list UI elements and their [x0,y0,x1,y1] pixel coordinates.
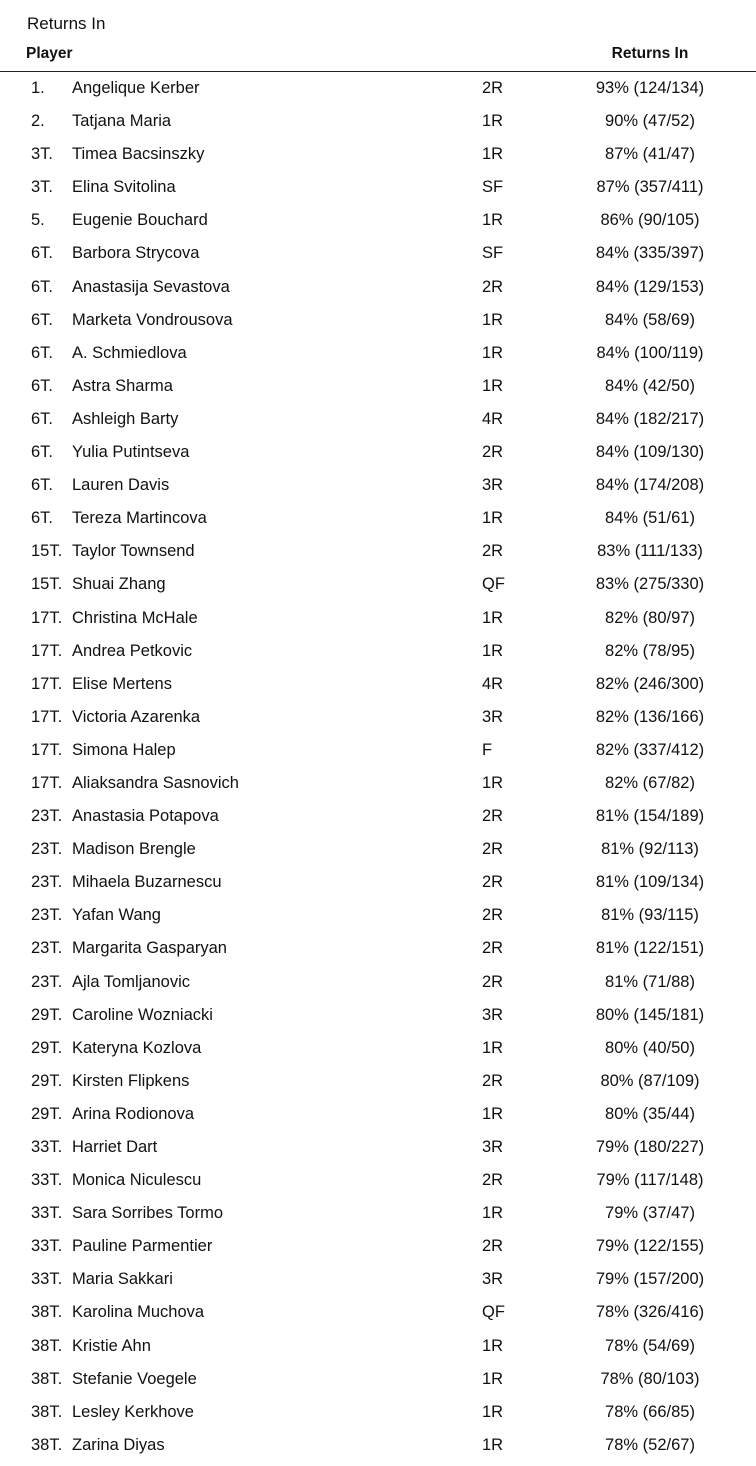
returns-in-cell: 81% (93/115) [601,906,699,925]
player-name-cell: Arina Rodionova [72,1104,194,1123]
rank-cell: 33T. [31,1138,63,1156]
table-row [0,204,756,237]
returns-in-cell: 84% (100/119) [596,343,704,362]
returns-in-cell: 86% (90/105) [600,211,700,230]
table-row [0,138,756,171]
table-row [0,1065,756,1098]
returns-in-cell: 82% (246/300) [595,674,705,693]
returns-in-cell: 78% (52/67) [605,1435,695,1454]
returns-in-cell: 78% (326/416) [595,1303,705,1322]
round-cell: 3R [482,476,504,495]
table-row [0,734,756,767]
rank-cell: 33T. [31,1171,63,1190]
table-header [0,43,756,72]
player-name-cell: Barbora Strycova [72,244,200,263]
returns-in-cell: 84% (335/397) [595,244,705,263]
rank-cell: 15T. [31,575,63,594]
rank-cell: 6T. [31,244,54,263]
returns-in-cell: 79% (122/155) [595,1237,705,1256]
player-name-cell: Kirsten Flipkens [72,1071,190,1090]
player-name-cell: Victoria Azarenka [72,707,201,726]
returns-in-cell: 87% (357/411) [596,178,704,197]
player-name-cell: Kateryna Kozlova [72,1038,202,1057]
rank-cell: 3T. [31,145,54,164]
round-cell: 2R [482,443,504,462]
round-cell: 2R [482,542,504,561]
player-name-cell: Astra Sharma [72,376,173,395]
rank-cell: 23T. [31,873,63,892]
returns-in-cell: 78% (54/69) [605,1336,695,1355]
player-name-cell: Mihaela Buzarnescu [72,873,222,892]
returns-in-cell: 82% (78/95) [605,641,695,660]
returns-in-cell: 78% (66/85) [605,1402,695,1421]
round-cell: QF [482,575,505,594]
player-name-cell: Karolina Muchova [72,1303,205,1322]
rank-cell: 23T. [31,840,63,859]
player-name-cell: Lesley Kerkhove [72,1402,194,1421]
player-name-cell: Yulia Putintseva [72,443,190,462]
player-name-cell: Andrea Petkovic [72,641,193,660]
returns-in-cell: 93% (124/134) [595,79,705,97]
player-name-cell: Anastasija Sevastova [72,277,230,296]
table-row [0,932,756,965]
returns-in-cell: 81% (154/189) [595,807,705,826]
player-name-cell: Lauren Davis [72,476,170,495]
table-row [0,469,756,502]
rank-cell: 6T. [31,409,54,428]
round-cell: 3R [482,1138,504,1156]
page-title: Returns In [27,14,106,33]
round-cell: 1R [482,343,504,362]
player-name-cell: Stefanie Voegele [72,1369,197,1388]
round-cell: 1R [482,310,504,329]
returns-in-cell: 84% (109/130) [595,443,705,462]
returns-in-cell: 79% (37/47) [605,1204,695,1223]
round-cell: 3R [482,707,504,726]
player-name-cell: Yafan Wang [72,906,161,925]
rank-cell: 6T. [31,277,54,296]
rank-cell: 38T. [31,1435,63,1454]
rank-cell: 38T. [31,1303,63,1322]
round-cell: 1R [482,145,504,164]
player-name-cell: Pauline Parmentier [72,1237,213,1256]
player-name-cell: Ajla Tomljanovic [72,972,190,991]
player-name-cell: Ashleigh Barty [72,409,179,428]
rank-cell: 33T. [31,1270,63,1289]
player-name-cell: Zarina Diyas [72,1435,165,1454]
rank-cell: 33T. [31,1237,63,1256]
table-row [0,1263,756,1296]
rank-cell: 2. [31,112,45,131]
player-name-cell: Monica Niculescu [72,1171,202,1190]
table-row [0,1330,756,1363]
returns-in-cell: 78% (80/103) [600,1369,700,1388]
returns-in-cell: 87% (41/47) [605,145,695,164]
round-cell: 1R [482,608,504,627]
rank-cell: 38T. [31,1369,63,1388]
round-cell: 3R [482,1270,504,1289]
table-row [0,767,756,800]
table-row [0,171,756,204]
rank-cell: 5. [31,211,45,230]
player-name-cell: Harriet Dart [72,1138,158,1156]
returns-in-cell: 79% (180/227) [595,1138,705,1156]
rank-cell: 6T. [31,509,54,528]
rank-cell: 6T. [31,310,54,329]
player-name-cell: Taylor Townsend [72,542,195,561]
rank-cell: 38T. [31,1336,63,1355]
table-row [0,701,756,734]
player-name-cell: Elise Mertens [72,674,172,693]
returns-in-cell: 82% (136/166) [595,707,705,726]
round-cell: 2R [482,939,504,958]
table-row [0,403,756,436]
returns-in-cell: 84% (51/61) [605,509,695,528]
player-name-cell: Kristie Ahn [72,1336,151,1355]
rank-cell: 17T. [31,707,63,726]
player-name-cell: Aliaksandra Sasnovich [72,773,239,792]
rank-cell: 23T. [31,939,63,958]
table-row [0,602,756,635]
returns-in-cell: 80% (35/44) [605,1104,695,1123]
table-row [0,1098,756,1131]
table-row [0,1363,756,1396]
table-row [0,1296,756,1329]
returns-in-cell: 81% (122/151) [595,939,705,958]
returns-in-cell: 79% (117/148) [596,1171,704,1190]
player-name-cell: Christina McHale [72,608,198,627]
table-body [0,72,756,1462]
table-row [0,304,756,337]
returns-in-cell: 80% (40/50) [605,1038,695,1057]
round-cell: 1R [482,1038,504,1057]
returns-in-cell: 80% (87/109) [600,1071,700,1090]
table-row [0,337,756,370]
table-row [0,1164,756,1197]
round-cell: 1R [482,509,504,528]
rank-cell: 6T. [31,343,54,362]
round-cell: 1R [482,211,504,230]
rank-cell: 29T. [31,1038,63,1057]
player-name-cell: Anastasia Potapova [72,807,219,826]
player-name-cell: Eugenie Bouchard [72,211,208,230]
table-row [0,1032,756,1065]
round-cell: 1R [482,1204,504,1223]
table-row [0,568,756,601]
player-name-cell: Angelique Kerber [72,79,200,97]
round-cell: 1R [482,1435,504,1454]
round-cell: QF [482,1303,505,1322]
table-row [0,966,756,999]
rank-cell: 6T. [31,443,54,462]
returns-in-cell: 80% (145/181) [595,1005,705,1024]
returns-in-cell: 84% (182/217) [595,409,705,428]
column-header-player: Player [26,45,73,62]
column-header-returns-in: Returns In [611,45,689,62]
round-cell: 1R [482,641,504,660]
returns-in-cell: 79% (157/200) [595,1270,705,1289]
rank-cell: 1. [31,79,45,97]
rank-cell: 29T. [31,1104,63,1123]
round-cell: 2R [482,807,504,826]
returns-in-cell: 82% (80/97) [605,608,695,627]
round-cell: SF [482,178,504,197]
rank-cell: 29T. [31,1005,63,1024]
table-row [0,800,756,833]
player-name-cell: Madison Brengle [72,840,196,859]
round-cell: 2R [482,873,504,892]
returns-in-cell: 84% (58/69) [605,310,695,329]
returns-in-cell: 81% (71/88) [605,972,695,991]
player-name-cell: A. Schmiedlova [72,343,187,362]
rank-cell: 17T. [31,773,63,792]
table-row [0,1429,756,1462]
rank-cell: 23T. [31,906,63,925]
player-name-cell: Tereza Martincova [72,509,207,528]
table-row [0,668,756,701]
rank-cell: 38T. [31,1402,63,1421]
round-cell: 1R [482,773,504,792]
round-cell: 1R [482,1104,504,1123]
rank-cell: 6T. [31,376,54,395]
table-row [0,1230,756,1263]
player-name-cell: Maria Sakkari [72,1270,173,1289]
table-row [0,370,756,403]
round-cell: 2R [482,79,504,97]
player-name-cell: Shuai Zhang [72,575,166,594]
table-row [0,436,756,469]
table-row [0,502,756,535]
rank-cell: 17T. [31,740,63,759]
player-name-cell: Timea Bacsinszky [72,145,205,164]
returns-in-cell: 81% (92/113) [601,840,699,859]
table-row [0,1197,756,1230]
round-cell: SF [482,244,504,263]
table-row [0,72,756,105]
table-row [0,833,756,866]
returns-in-cell: 83% (275/330) [595,575,705,594]
table-row [0,635,756,668]
player-name-cell: Simona Halep [72,740,176,759]
round-cell: 2R [482,840,504,859]
rank-cell: 17T. [31,674,63,693]
returns-in-cell: 84% (129/153) [595,277,705,296]
round-cell: 4R [482,674,504,693]
player-name-cell: Elina Svitolina [72,178,176,197]
player-name-cell: Sara Sorribes Tormo [72,1204,224,1223]
round-cell: 1R [482,112,504,131]
table-row [0,899,756,932]
round-cell: 1R [482,1369,504,1388]
table-row [0,237,756,270]
table-row [0,866,756,899]
table-row [0,1131,756,1164]
player-name-cell: Margarita Gasparyan [72,939,227,958]
player-name-cell: Marketa Vondrousova [72,310,233,329]
round-cell: 1R [482,376,504,395]
rank-cell: 17T. [31,641,63,660]
round-cell: 3R [482,1005,504,1024]
table-row [0,105,756,138]
rank-cell: 23T. [31,807,63,826]
round-cell: 2R [482,277,504,296]
table-row [0,535,756,568]
rank-cell: 23T. [31,972,63,991]
rank-cell: 6T. [31,476,54,495]
round-cell: 2R [482,972,504,991]
round-cell: 2R [482,1237,504,1256]
rank-cell: 3T. [31,178,54,197]
rank-cell: 15T. [31,542,63,561]
returns-in-cell: 90% (47/52) [605,112,695,131]
returns-in-cell: 84% (42/50) [605,376,695,395]
rank-cell: 29T. [31,1071,63,1090]
returns-in-cell: 84% (174/208) [595,476,705,495]
round-cell: 1R [482,1402,504,1421]
round-cell: 2R [482,1171,504,1190]
returns-in-cell: 82% (67/82) [605,773,695,792]
round-cell: 2R [482,906,504,925]
returns-in-cell: 81% (109/134) [595,873,705,892]
rank-cell: 33T. [31,1204,63,1223]
player-name-cell: Caroline Wozniacki [72,1005,213,1024]
round-cell: 1R [482,1336,504,1355]
round-cell: 2R [482,1071,504,1090]
table-row [0,1396,756,1429]
round-cell: 4R [482,409,504,428]
round-cell: F [482,740,493,759]
table-row [0,271,756,304]
rank-cell: 17T. [31,608,63,627]
player-name-cell: Tatjana Maria [72,112,172,131]
table-row [0,999,756,1032]
returns-in-cell: 83% (111/133) [597,542,703,561]
returns-in-cell: 82% (337/412) [595,740,705,759]
